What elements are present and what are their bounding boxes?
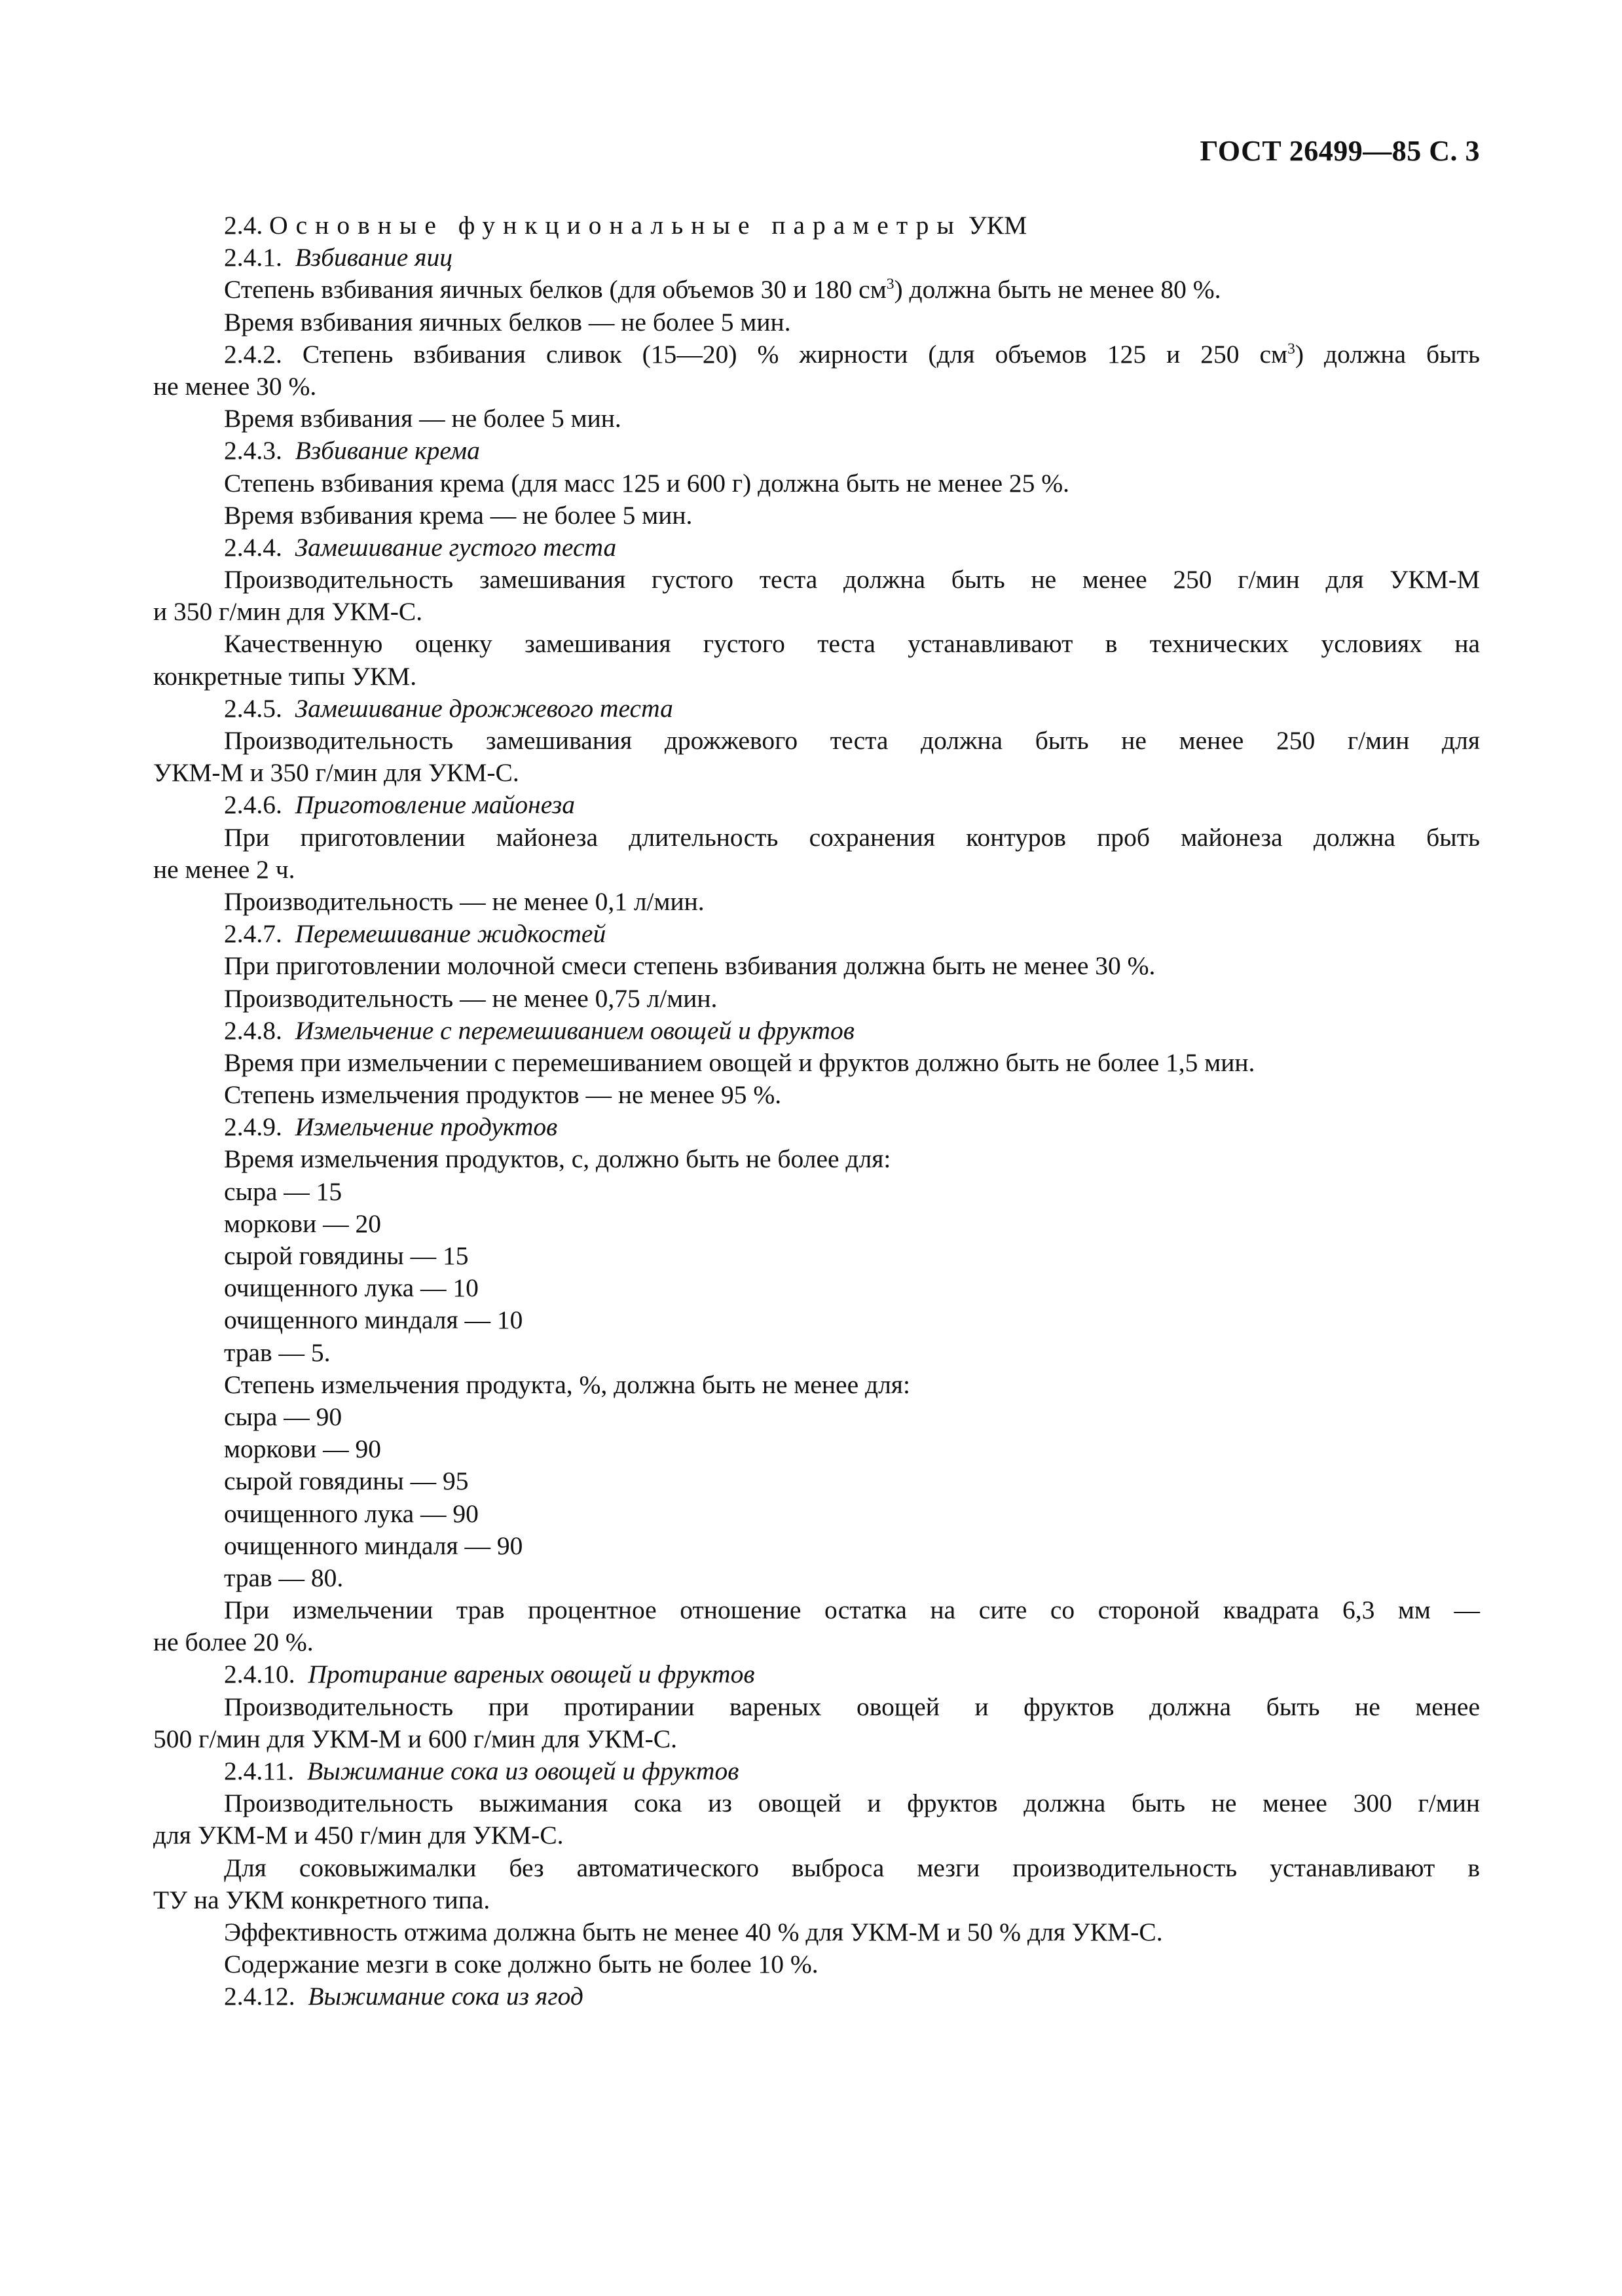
subsection-title: Перемешивание жидкостей: [295, 919, 606, 949]
section-title-tail: УКМ: [961, 211, 1027, 240]
document-body: [153, 210, 1480, 2013]
text-part: 2.4.2. Степень взбивания сливок (15—20) % жирности (для объемов 125 и 250 см: [224, 339, 1288, 369]
text-line: 500 г/мин для УКМ-М и 600 г/мин для УКМ-С.: [153, 1724, 678, 1753]
text-line: Эффективность отжима должна быть не менее 40 % для УКМ-М и 50 % для УКМ-С.: [224, 1917, 1163, 1946]
subsection-number: 2.4.3.: [224, 436, 282, 465]
subsection-2-4-12-heading: [153, 1980, 1480, 2013]
text-line: не менее 30 %.: [153, 371, 317, 401]
text-line: Время взбивания — не более 5 мин.: [224, 404, 621, 433]
justified-line: Производительность замешивания густого теста должна быть не менее 250 г/мин для УКМ-М: [224, 565, 1480, 594]
text-line: Степень измельчения продуктов — не менее 95 %.: [224, 1080, 782, 1110]
text-line: не более 20 %.: [153, 1628, 314, 1657]
text-line: Содержание мезги в соке должно быть не более 10 %.: [224, 1950, 819, 1979]
subsection-2-4-3-heading: [153, 435, 1480, 467]
subsection-2-4-11-heading: [153, 1755, 1480, 1787]
subsection-2-4-5-heading: [153, 693, 1480, 725]
subsection-title: Измельчение продуктов: [295, 1112, 558, 1142]
list-item: моркови — 90: [224, 1434, 381, 1464]
subsection-title: Взбивание яиц: [295, 243, 453, 272]
text-line: УКМ-М и 350 г/мин для УКМ-С.: [153, 758, 519, 788]
text-line: Время измельчения продуктов, с, должно быть не более для:: [224, 1144, 891, 1174]
text-part: ) должна быть не менее 80 %.: [894, 275, 1221, 304]
text-line: для УКМ-М и 450 г/мин для УКМ-С.: [153, 1821, 564, 1850]
text-line: Степень измельчения продукта, %, должна быть не менее для:: [224, 1370, 910, 1399]
subsection-2-4-1-heading: [153, 242, 1480, 274]
subsection-title: Измельчение с перемешиванием овощей и фруктов: [295, 1015, 855, 1045]
subsection-number: 2.4.5.: [224, 693, 282, 723]
text-line: [153, 274, 1480, 306]
subsection-title: Взбивание крема: [295, 436, 480, 465]
list-item: очищенного лука — 90: [224, 1499, 479, 1528]
subsection-number: 2.4.4.: [224, 532, 282, 562]
subsection-number: 2.4.8.: [224, 1015, 282, 1045]
text-line: Время взбивания яичных белков — не более 5 мин.: [224, 307, 791, 337]
justified-line: Качественную оценку замешивания густого теста устанавливают в технических условиях на: [224, 629, 1480, 659]
list-item: сырой говядины — 95: [224, 1467, 469, 1496]
superscript: 3: [886, 276, 894, 293]
list-item: очищенного миндаля — 10: [224, 1305, 523, 1335]
text-line: не менее 2 ч.: [153, 854, 295, 884]
subsection-title: Выжимание сока из ягод: [308, 1982, 583, 2011]
subsection-number: 2.4.9.: [224, 1112, 282, 1142]
text-part: Степень взбивания яичных белков (для объемов 30 и 180 см: [224, 275, 887, 304]
page-header: ГОСТ 26499—85 С. 3: [1200, 135, 1480, 167]
list-item: очищенного лука — 10: [224, 1273, 479, 1303]
subsection-title: Приготовление майонеза: [295, 790, 575, 820]
text-line: и 350 г/мин для УКМ-С.: [153, 597, 423, 627]
list-item: трав — 5.: [224, 1338, 331, 1367]
subsection-number: 2.4.6.: [224, 790, 282, 820]
list-item: сырой говядины — 15: [224, 1241, 469, 1270]
justified-line: Производительность замешивания дрожжевого теста должна быть не менее 250 г/мин для: [224, 726, 1480, 755]
justified-line: Производительность выжимания сока из овощей и фруктов должна быть не менее 300 г/мин: [224, 1789, 1480, 1818]
justified-line: Для соковыжималки без автоматического выброса мезги производительность устанавливают в: [224, 1853, 1480, 1882]
subsection-2-4-8-heading: [153, 1015, 1480, 1047]
justified-line: При приготовлении майонеза длительность сохранения контуров проб майонеза должна быть: [224, 822, 1480, 852]
section-title: Основные функциональные параметры: [269, 211, 962, 240]
subsection-title: Выжимание сока из овощей и фруктов: [306, 1757, 739, 1785]
subsection-2-4-4-heading: [153, 532, 1480, 564]
subsection-2-4-9-heading: [153, 1111, 1480, 1143]
subsection-title: Замешивание дрожжевого теста: [295, 693, 673, 723]
subsection-number: 2.4.1.: [224, 243, 282, 272]
subsection-number: 2.4.11.: [224, 1757, 295, 1785]
subsection-2-4-7-heading: [153, 918, 1480, 950]
text-part: ) должна быть: [1295, 339, 1480, 369]
justified-line: Производительность при протирании вареных овощей и фруктов должна быть не менее: [224, 1692, 1480, 1721]
text-line: ТУ на УКМ конкретного типа.: [153, 1885, 490, 1914]
subsection-2-4-6-heading: [153, 789, 1480, 821]
text-line: При приготовлении молочной смеси степень взбивания должна быть не менее 30 %.: [224, 951, 1156, 981]
justified-line: [153, 338, 1480, 371]
superscript: 3: [1287, 340, 1295, 357]
section-2-4-heading: [153, 210, 1480, 242]
subsection-number: 2.4.10.: [224, 1660, 295, 1689]
subsection-number: 2.4.12.: [224, 1982, 295, 2011]
justified-line: При измельчении трав процентное отношение остатка на сите со стороной квадрата 6,3 мм —: [224, 1595, 1480, 1625]
text-line: Производительность — не менее 0,75 л/мин.: [224, 983, 718, 1013]
text-line: Степень взбивания крема (для масс 125 и 600 г) должна быть не менее 25 %.: [224, 468, 1070, 498]
text-line: Время взбивания крема — не более 5 мин.: [224, 500, 693, 530]
text-line: Время при измельчении с перемешиванием овощей и фруктов должно быть не более 1,5 мин.: [224, 1048, 1255, 1077]
subsection-number: 2.4.7.: [224, 919, 282, 949]
text-line: Производительность — не менее 0,1 л/мин.: [224, 886, 705, 916]
section-number: 2.4.: [224, 211, 263, 240]
list-item: моркови — 20: [224, 1209, 381, 1238]
list-item: сыра — 15: [224, 1176, 342, 1206]
subsection-title: Протирание вареных овощей и фруктов: [308, 1660, 755, 1689]
list-item: сыра — 90: [224, 1402, 342, 1431]
list-item: очищенного миндаля — 90: [224, 1531, 523, 1560]
subsection-2-4-10-heading: [153, 1658, 1480, 1690]
list-item: трав — 80.: [224, 1563, 344, 1592]
text-line: конкретные типы УКМ.: [153, 661, 417, 691]
subsection-title: Замешивание густого теста: [295, 532, 617, 562]
